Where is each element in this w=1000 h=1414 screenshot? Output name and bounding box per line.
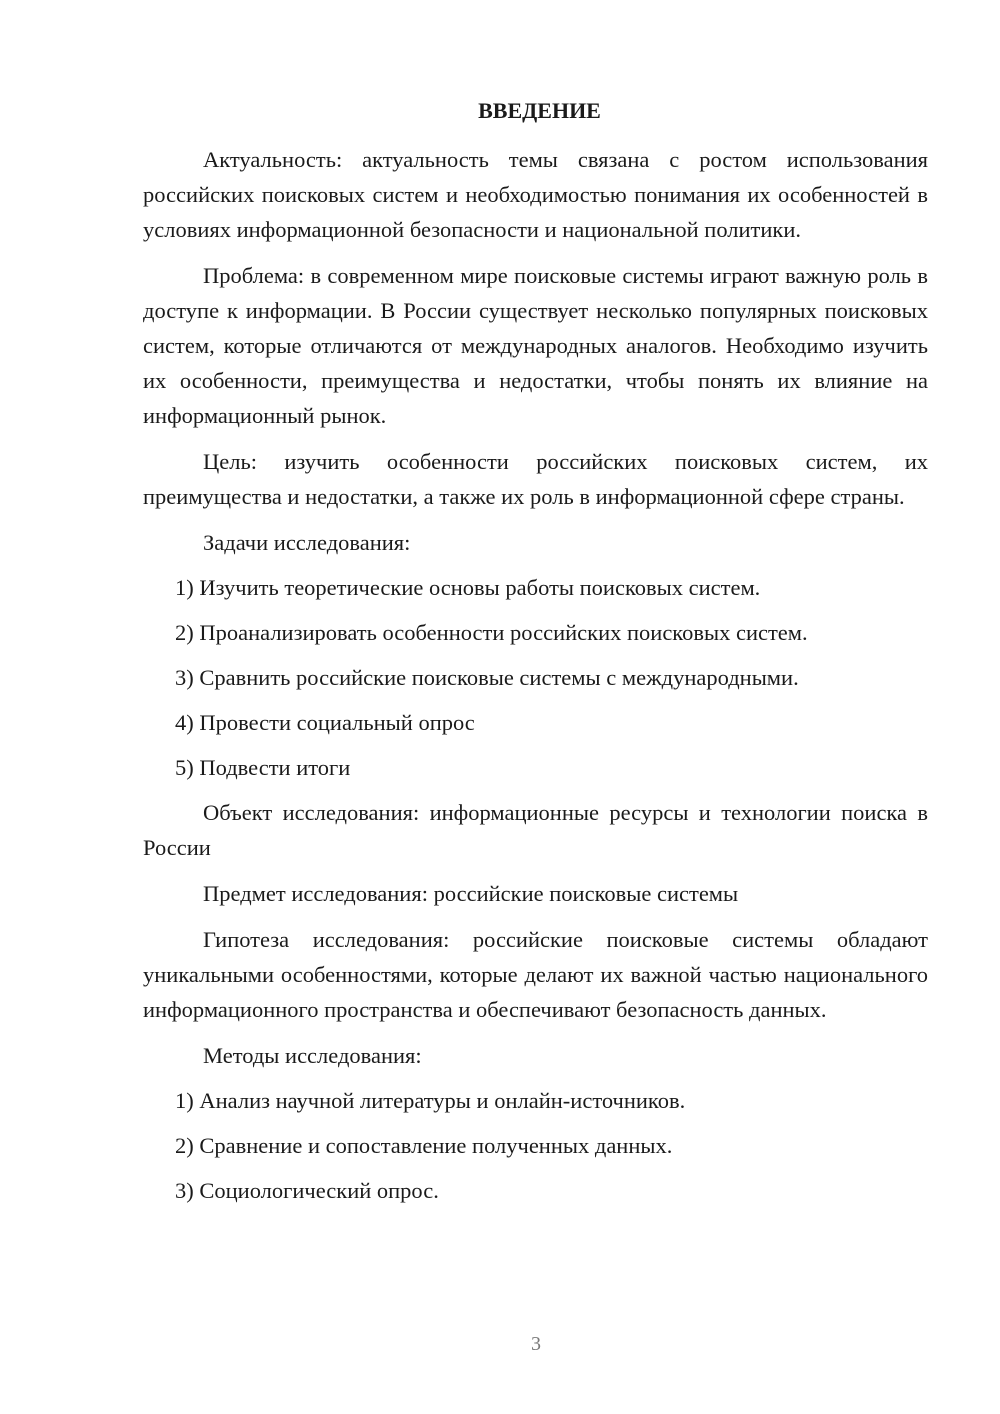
goal-paragraph: Цель: изучить особенности российских поисковых систем, их преимущества и недостатки, а также их роль в информационной сфере страны.: [143, 449, 928, 509]
document-page: [143, 96, 928, 1218]
methods-heading: Методы исследования:: [203, 1043, 422, 1068]
hypothesis-paragraph: Гипотеза исследования: российские поисковые системы обладают уникальными особенностями, которые делают их важной частью национального информационного пространства и обеспечивают безопасность данных.: [143, 927, 928, 1022]
list-item: 4) Провести социальный опрос: [175, 710, 475, 735]
list-item: 3) Социологический опрос.: [175, 1178, 439, 1203]
methods-list: [143, 1083, 928, 1208]
page-title: ВВЕДЕНИЕ: [478, 98, 601, 123]
list-item: 1) Анализ научной литературы и онлайн-источников.: [175, 1088, 686, 1113]
problem-paragraph: Проблема: в современном мире поисковые системы играют важную роль в доступе к информации. В России существует несколько популярных поисковых систем, которые отличаются от международных аналогов. Необходимо изучить их особенности, преимущества и недостатки, чтобы понять их влияние на информационный рынок.: [143, 263, 928, 428]
list-item: 2) Сравнение и сопоставление полученных данных.: [175, 1133, 673, 1158]
tasks-list: [143, 570, 928, 785]
subject-paragraph: Предмет исследования: российские поисковые системы: [203, 881, 739, 906]
relevance-paragraph: Актуальность: актуальность темы связана с ростом использования российских поисковых систем и необходимостью понимания их особенностей в условиях информационной безопасности и национальной политики.: [143, 147, 928, 242]
list-item: 1) Изучить теоретические основы работы поисковых систем.: [175, 575, 761, 600]
list-item: 5) Подвести итоги: [175, 755, 351, 780]
tasks-heading: Задачи исследования:: [203, 530, 411, 555]
list-item: 3) Сравнить российские поисковые системы с международными.: [175, 665, 799, 690]
page-number: 3: [531, 1333, 541, 1355]
list-item: 2) Проанализировать особенности российских поисковых систем.: [175, 620, 808, 645]
object-paragraph: Объект исследования: информационные ресурсы и технологии поиска в России: [143, 800, 928, 860]
